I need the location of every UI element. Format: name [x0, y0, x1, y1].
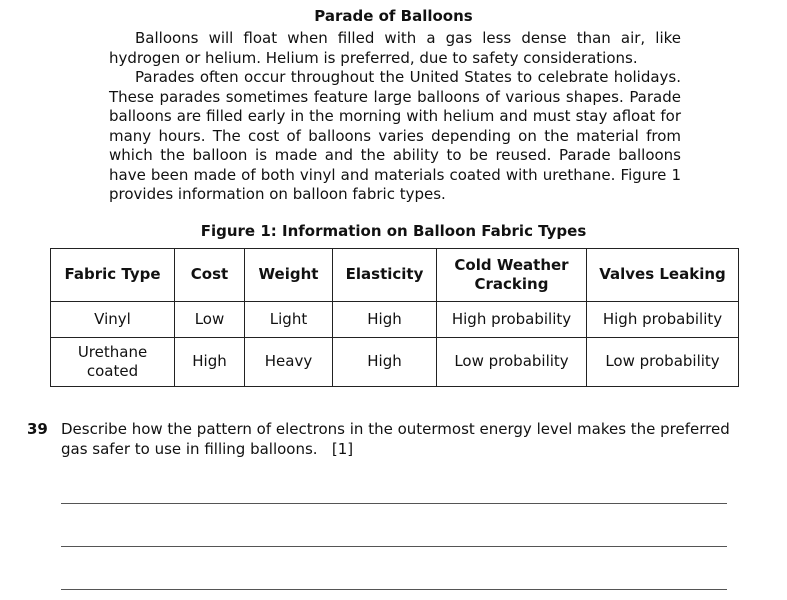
table-cell: High — [333, 338, 437, 387]
header-cold-weather-cracking: Cold Weather Cracking — [437, 249, 587, 302]
header-fabric-type: Fabric Type — [51, 249, 175, 302]
table-cell: High probability — [437, 302, 587, 338]
table-row — [51, 338, 739, 387]
header-weight: Weight — [245, 249, 333, 302]
question-text — [61, 420, 741, 459]
table-cell: Low probability — [437, 338, 587, 387]
fabric-table — [50, 248, 739, 387]
header-elasticity: Elasticity — [333, 249, 437, 302]
figure-title: Figure 1: Information on Balloon Fabric Types — [200, 222, 587, 240]
question-credit: [1] — [331, 439, 354, 458]
table-header-row — [51, 249, 739, 302]
paragraph-1: Balloons will float when filled with a gas less dense than air, like hydrogen or helium. Helium is preferred, due to safety considerations. — [109, 29, 681, 67]
table-cell: Low probability — [587, 338, 739, 387]
table-cell: Heavy — [245, 338, 333, 387]
table-cell: Low — [175, 302, 245, 338]
header-cost: Cost — [175, 249, 245, 302]
table-cell: High probability — [587, 302, 739, 338]
answer-line-2[interactable] — [61, 546, 727, 547]
table-cell: High — [175, 338, 245, 387]
header-valves-leaking: Valves Leaking — [587, 249, 739, 302]
question-prompt: Describe how the pattern of electrons in the outermost energy level makes the preferred gas safer to use in filling balloons. — [61, 420, 730, 458]
paragraph-2: Parades often occur throughout the United States to celebrate holidays. These parades sometimes feature large balloons of various shapes. Parade balloons are filled early in the morning with helium and must stay afloat for many hours. The cost of balloons varies depending on the material from which the balloon is made and the ability to be reused. Parade balloons have been made of both vinyl and materials coated with urethane. Figure 1 provides information on balloon fabric types. — [109, 68, 681, 203]
table-cell: Urethane coated — [51, 338, 175, 387]
passage-title: Parade of Balloons — [314, 7, 473, 25]
table-row — [51, 302, 739, 338]
answer-line-1[interactable] — [61, 503, 727, 504]
answer-line-3[interactable] — [61, 589, 727, 590]
table-cell: Light — [245, 302, 333, 338]
table-cell: High — [333, 302, 437, 338]
table-cell: Vinyl — [51, 302, 175, 338]
question-number: 39 — [27, 420, 48, 438]
passage-body — [109, 29, 681, 205]
